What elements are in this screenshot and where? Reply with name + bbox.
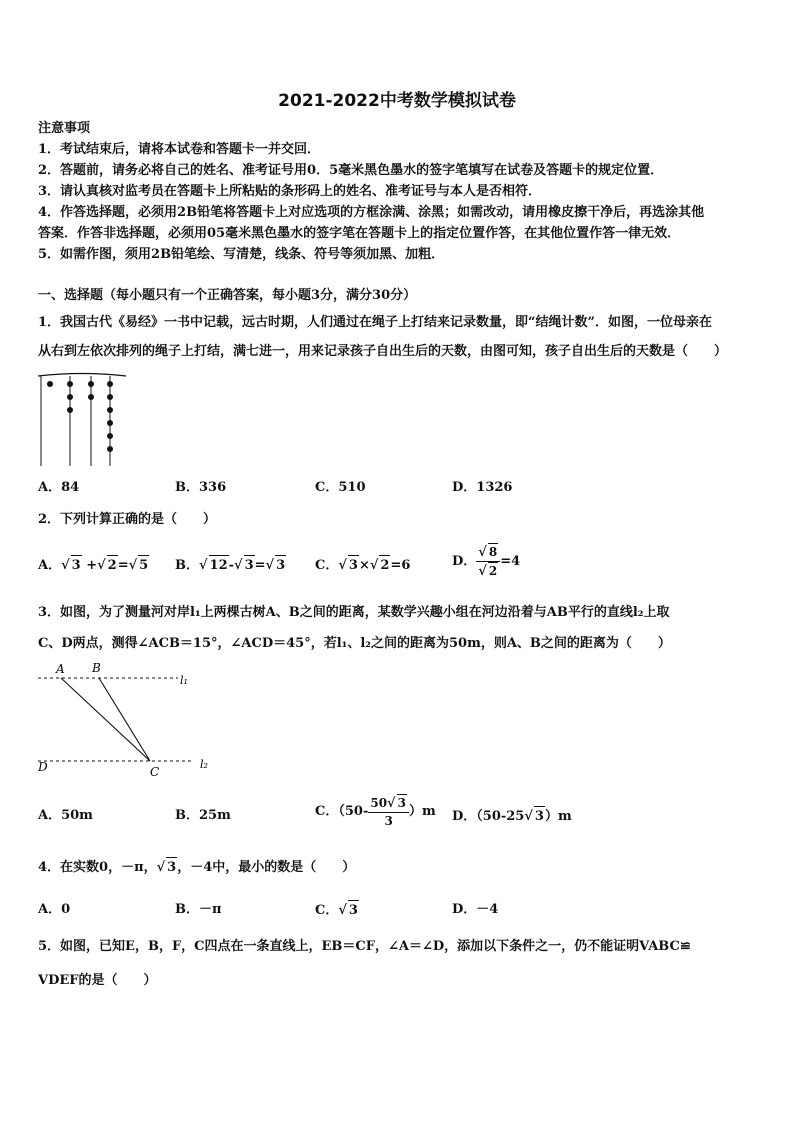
radicand: 3 [348, 900, 359, 920]
option-text: C．（50- [315, 804, 369, 819]
operator: × [358, 558, 370, 573]
radical-sign: √ [387, 796, 396, 811]
notice-item-4-cont: 答案．作答非选择题，必须用05毫米黑色墨水的签字笔在答题卡上的指定位置作答，在其他位置作答一律无效． [38, 226, 681, 241]
knot [107, 407, 113, 413]
notice-item-4: 4．作答选择题，必须用2B铅笔将答题卡上对应选项的方框涂满、涂黑；如需改动，请用橡皮擦干净后，再选涂其他 [38, 205, 705, 220]
option-text: ）m [408, 804, 436, 819]
fraction [476, 543, 500, 580]
line-l2-label: l₂ [200, 758, 208, 771]
q4-option-c [315, 900, 359, 920]
q1-option-c: C．510 [315, 480, 366, 495]
operator: =6 [390, 558, 411, 573]
q4-option-b: B．－π [175, 902, 222, 917]
radicand: 3 [71, 555, 82, 575]
option-text: ）m [544, 809, 572, 824]
operator: = [254, 558, 266, 573]
option-label: D． [452, 554, 477, 569]
radicand: 5 [138, 555, 149, 575]
line-l1-label: l₁ [180, 674, 188, 687]
knot [88, 381, 94, 387]
q2-option-d [452, 543, 520, 580]
radicand: 3 [244, 555, 255, 575]
radical-sign: √ [524, 809, 533, 824]
radical-sign: √ [265, 558, 275, 573]
radical-sign: √ [61, 558, 70, 573]
radical-sign: √ [156, 860, 166, 875]
radical-sign: √ [338, 558, 347, 573]
radical-sign: √ [97, 558, 106, 573]
radicand: 12 [209, 555, 229, 575]
knot [67, 394, 73, 400]
radical-sign: √ [478, 564, 487, 579]
knot [107, 420, 113, 426]
q4-option-a: A．0 [38, 902, 71, 917]
q1-line1: 1．我国古代《易经》一书中记载，远古时期，人们通过在绳子上打结来记录数量，即“结绳计数”．如图，一位母亲在 [38, 315, 713, 330]
q2-option-b [175, 555, 286, 575]
radicand: 2 [379, 555, 390, 575]
radicand: 3 [348, 555, 359, 575]
option-label: C． [315, 558, 339, 573]
notice-item-1: 1．考试结束后，请将本试卷和答题卡一并交回． [38, 142, 321, 157]
denominator: 3 [384, 814, 393, 828]
q5-line1: 5．如图，已知E，B，F，C四点在一条直线上，EB＝CF，∠A＝∠D，添加以下条件之一，仍不能证明VABC≌ [38, 939, 691, 954]
fraction [368, 794, 409, 829]
q3-line2: C、D两点，测得∠ACB＝15°，∠ACD＝45°，若l₁、l₂之间的距离为50m，则A、B之间的距离为（ ） [38, 636, 671, 651]
option-label: A． [38, 558, 62, 573]
q4-option-d: D．－4 [452, 902, 499, 917]
operator: + [86, 558, 98, 573]
point-b-label: B [92, 661, 101, 675]
q3-option-b: B．25m [175, 808, 231, 823]
q1-option-b: B．336 [175, 480, 227, 495]
q2-option-c [315, 555, 410, 575]
point-a-label: A [56, 662, 65, 676]
knot [67, 407, 73, 413]
point-d-label: D [38, 760, 48, 774]
q1-option-a: A．84 [38, 480, 80, 495]
numerator: 50 [370, 796, 388, 810]
option-label: B． [175, 558, 199, 573]
radicand: 8 [488, 545, 498, 559]
notice-heading: 注意事项 [38, 121, 91, 136]
radicand: 2 [488, 564, 498, 578]
knot [67, 381, 73, 387]
knot [107, 446, 113, 452]
radical-sign: √ [369, 558, 379, 573]
stem-text: 4．在实数0，－π， [38, 860, 157, 875]
radical-sign: √ [128, 558, 138, 573]
q1-line2: 从右到左依次排列的绳子上打结，满七进一，用来记录孩子自出生后的天数，由图可知，孩子自出生后的天数是（ ） [38, 344, 728, 359]
radicand: 3 [534, 806, 545, 826]
radicand: 3 [397, 796, 406, 810]
segment-bc [99, 678, 150, 761]
radicand: 3 [166, 857, 177, 877]
knot [88, 394, 94, 400]
knot-counting-figure [36, 370, 132, 468]
rope-top [38, 374, 126, 377]
notice-item-2: 2．答题前，请务必将自己的姓名、准考证号用0．5毫米黑色墨水的签字笔填写在试卷及答题卡的规定位置． [38, 163, 664, 178]
radicand: 2 [107, 555, 118, 575]
q3-line1: 3．如图，为了测量河对岸l₁上两棵古树A、B之间的距离，某数学兴趣小组在河边沿着与AB平行的直线l₂上取 [38, 605, 670, 620]
river-figure [34, 658, 224, 782]
section-heading: 一、选择题（每小题只有一个正确答案，每小题3分，满分30分） [38, 288, 417, 303]
notice-item-3: 3．请认真核对监考员在答题卡上所粘贴的条形码上的姓名、准考证号与本人是否相符． [38, 184, 542, 199]
q3-option-d [452, 806, 572, 826]
radical-sign: √ [199, 558, 208, 573]
knot [107, 394, 113, 400]
radical-sign: √ [338, 903, 347, 918]
operator: - [228, 558, 235, 573]
q3-option-c [315, 794, 436, 829]
q3-option-a: A．50m [38, 808, 93, 823]
option-label: C． [315, 903, 339, 918]
q5-line2: VDEF的是（ ） [38, 973, 157, 988]
operator: =4 [500, 554, 521, 569]
q1-option-d: D．1326 [452, 480, 513, 495]
notice-item-5: 5．如需作图，须用2B铅笔绘、写清楚，线条、符号等须加黑、加粗． [38, 247, 445, 262]
stem-text: ，－4中，最小的数是（ ） [177, 860, 356, 875]
option-text: D．（50-25 [452, 809, 525, 824]
radical-sign: √ [478, 545, 487, 560]
q2-stem: 2．下列计算正确的是（ ） [38, 512, 217, 527]
point-c-label: C [150, 765, 160, 779]
page-title: 2021-2022中考数学模拟试卷 [278, 91, 516, 111]
operator: = [117, 558, 129, 573]
q4-stem [38, 857, 355, 877]
radical-sign: √ [234, 558, 243, 573]
q2-option-a [38, 555, 149, 575]
radicand: 3 [275, 555, 286, 575]
knot [107, 381, 113, 387]
knot [107, 433, 113, 439]
knot [47, 381, 53, 387]
segment-ac [61, 678, 150, 761]
